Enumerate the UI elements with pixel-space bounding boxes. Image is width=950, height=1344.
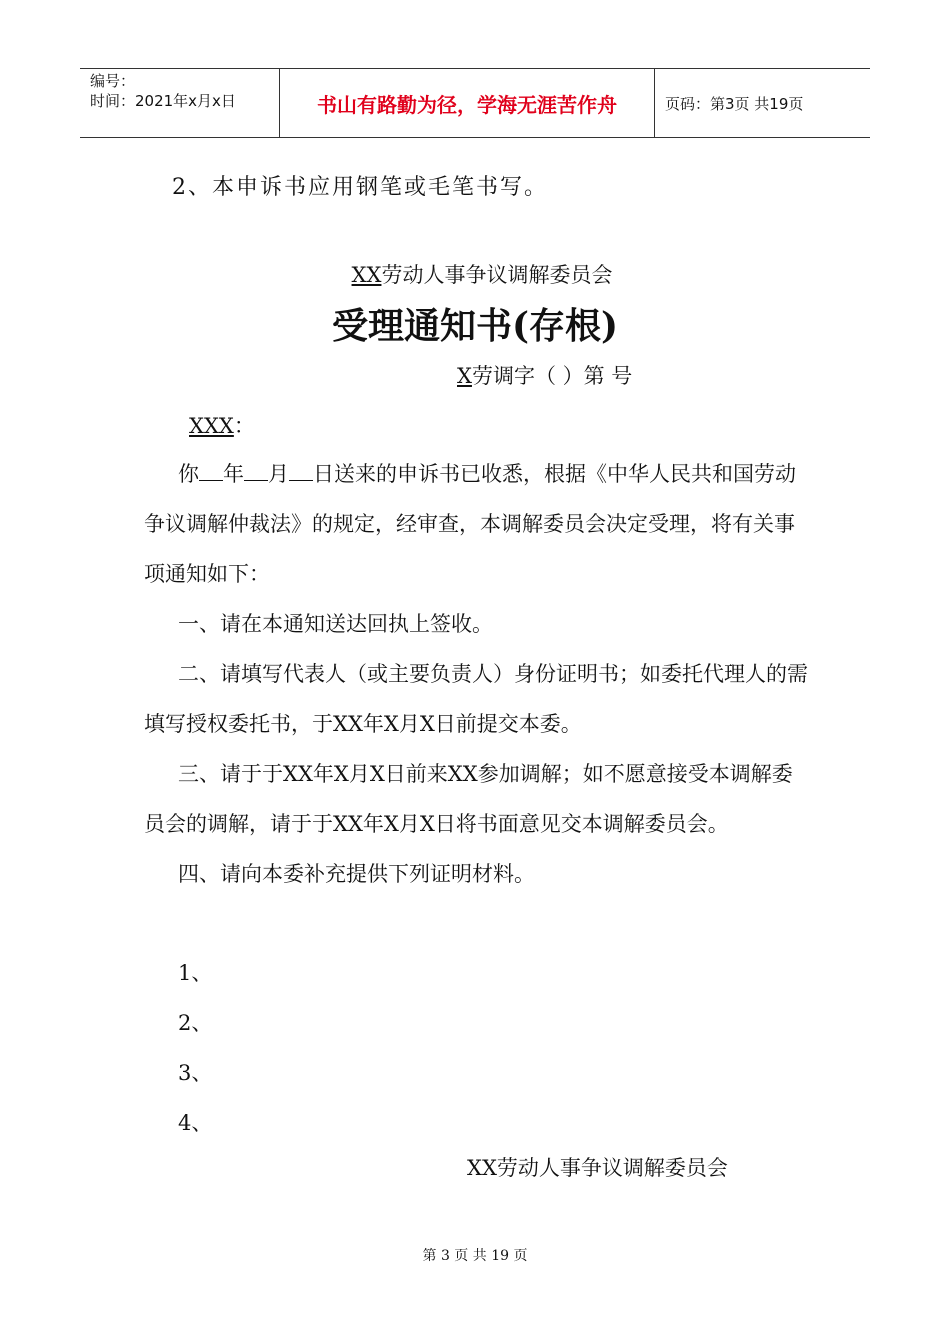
signature: XX劳动人事争议调解委员会	[467, 1156, 728, 1180]
committee-heading	[0, 259, 950, 289]
intro-text-3: 月	[268, 462, 289, 486]
time-label: 时间：2021年x月x日	[90, 92, 236, 110]
header-page-label: 页码：第3页 共19页	[665, 94, 804, 113]
doc-number-rest: 劳调字（ ）第 号	[471, 364, 633, 388]
letter-body	[144, 449, 809, 899]
document-number	[457, 360, 632, 390]
header-motto: 书山有路勤为径，学海无涯苦作舟	[280, 69, 655, 137]
number-label: 编号：	[90, 72, 136, 90]
page-header	[80, 68, 870, 138]
addressee-name: XXX	[189, 414, 234, 438]
paragraph-item-1: 一、请在本通知送达回执上签收。	[178, 612, 493, 636]
blank-month	[244, 462, 268, 481]
note-line: 2、本申诉书应用钢笔或毛笔书写。	[172, 175, 548, 200]
list-item: 1、	[178, 961, 213, 985]
page-footer: 第 3 页 共 19 页	[422, 1248, 528, 1264]
blank-day	[289, 462, 313, 481]
intro-text-2: 年	[223, 462, 244, 486]
intro-paragraph	[144, 449, 809, 599]
intro-text-4: 日送来的申诉书已收悉，根据《中华人民共和国劳动争议调解仲裁法》的规定，经审查，本调解委员会决定受理，将有关事项通知如下：	[144, 462, 796, 586]
list-item: 2、	[178, 1011, 213, 1035]
addressee-suffix: ：	[233, 414, 255, 438]
blank-year	[199, 462, 223, 481]
document-title: 受理通知书(存根)	[331, 305, 619, 347]
header-meta	[80, 69, 280, 137]
intro-text-1: 你	[178, 462, 199, 486]
committee-name: 劳动人事争议调解委员会	[381, 263, 613, 287]
paragraph-item-3: 三、请于于XX年X月X日前来XX参加调解；如不愿意接受本调解委员会的调解，请于于XX年X月X日将书面意见交本调解委员会。	[144, 762, 793, 836]
list-item: 4、	[178, 1111, 213, 1135]
list-item: 3、	[178, 1061, 213, 1085]
committee-prefix: XX	[351, 263, 382, 287]
paragraph-item-2: 二、请填写代表人（或主要负责人）身份证明书；如委托代理人的需填写授权委托书，于XX年X月X日前提交本委。	[144, 662, 808, 736]
doc-number-prefix: X	[457, 364, 472, 388]
addressee	[189, 410, 255, 440]
paragraph-item-4: 四、请向本委补充提供下列证明材料。	[178, 862, 535, 886]
